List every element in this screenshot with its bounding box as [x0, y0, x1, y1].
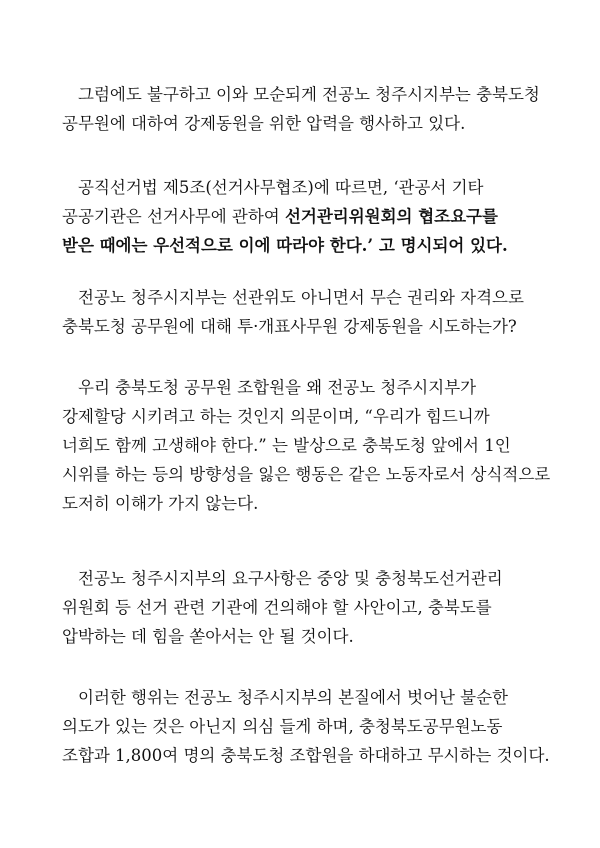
paragraph-5-line-3: 압박하는 데 힘을 쏟아서는 안 될 것이다. [62, 627, 354, 646]
paragraph-2-line-3: 받은 때에는 우선적으로 이에 따라야 한다.’ 고 명시되어 있다. [62, 236, 508, 255]
paragraph-3-line-1: 전공노 청주시지부는 선관위도 아니면서 무슨 권리와 자격으로 [78, 288, 524, 307]
paragraph-1 [62, 80, 540, 138]
paragraph-3-line-2: 충북도청 공무원에 대해 투·개표사무원 강제동원을 시도하는가? [62, 317, 517, 336]
paragraph-6-line-3: 조합과 1,800여 명의 충북도청 조합원을 하대하고 무시하는 것이다. [62, 746, 550, 765]
paragraph-2-line-1: 공직선거법 제5조(선거사무협조)에 따르면, ‘관공서 기타 [78, 178, 484, 197]
paragraph-2-line-2-bold: 선거관리위원회의 협조요구를 [284, 207, 498, 226]
paragraph-2-line-2-normal: 공공기관은 선거사무에 관하여 [62, 207, 285, 226]
paragraph-6-line-1: 이러한 행위는 전공노 청주시지부의 본질에서 벗어난 불순한 [78, 688, 508, 707]
paragraph-5 [62, 564, 503, 651]
paragraph-4-line-5: 도저히 이해가 가지 않는다. [62, 494, 259, 513]
paragraph-1-line-2: 공무원에 대하여 강제동원을 위한 압력을 행사하고 있다. [62, 114, 466, 133]
paragraph-4-line-2: 강제할당 시키려고 하는 것인지 의문이며, “우리가 힘드니까 [62, 407, 490, 426]
paragraph-3 [62, 283, 524, 341]
paragraph-6 [62, 683, 550, 770]
paragraph-4 [62, 373, 550, 518]
paragraph-5-line-1: 전공노 청주시지부의 요구사항은 중앙 및 충청북도선거관리 [78, 569, 503, 588]
paragraph-2-line-2 [62, 202, 508, 231]
paragraph-4-line-3: 너희도 함께 고생해야 한다.” 는 발상으로 충북도청 앞에서 1인 [62, 436, 511, 455]
paragraph-5-line-2: 위원회 등 선거 관련 기관에 건의해야 할 사안이고, 충북도를 [62, 598, 492, 617]
paragraph-4-line-4: 시위를 하는 등의 방향성을 잃은 행동은 같은 노동자로서 상식적으로 [62, 465, 551, 484]
paragraph-2 [62, 173, 508, 260]
paragraph-6-line-2: 의도가 있는 것은 아닌지 의심 들게 하며, 충청북도공무원노동 [62, 717, 503, 736]
paragraph-4-line-1: 우리 충북도청 공무원 조합원을 왜 전공노 청주시지부가 [78, 378, 477, 397]
paragraph-1-line-1: 그럼에도 불구하고 이와 모순되게 전공노 청주시지부는 충북도청 [78, 85, 540, 104]
